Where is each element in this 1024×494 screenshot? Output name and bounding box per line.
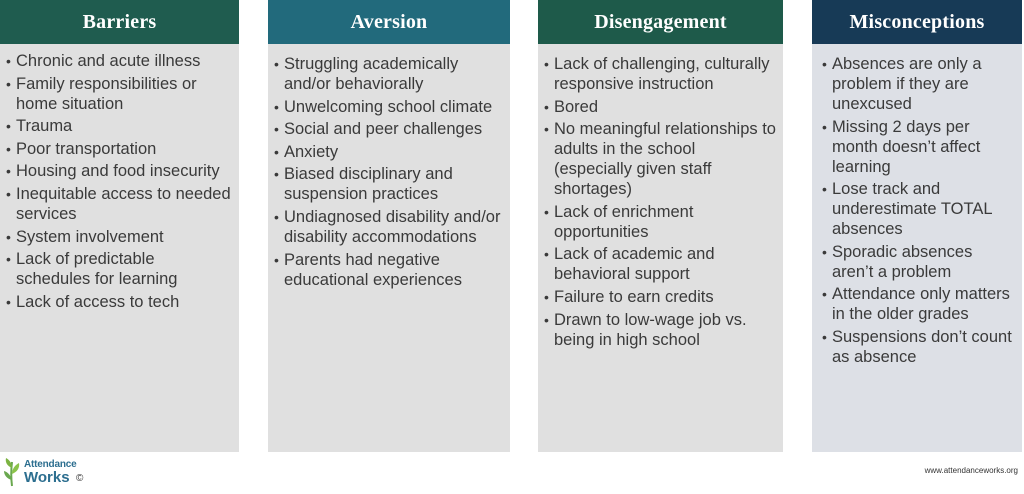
bullet: • [544, 56, 549, 72]
item-text: Lack of enrichment opportunities [554, 202, 694, 241]
footer-url: www.attendanceworks.org [924, 466, 1018, 475]
item-list [0, 44, 239, 312]
item-text: Failure to earn credits [554, 287, 714, 306]
attendance-works-logo [2, 452, 98, 492]
item-text: Missing 2 days per month doesn’t affect learning [832, 117, 981, 176]
item-text: Lack of challenging, culturally responsive instruction [554, 55, 770, 93]
item-text: Lack of access to tech [16, 292, 180, 311]
bullet: • [6, 53, 11, 69]
list-item [274, 54, 504, 94]
list-item [274, 119, 504, 139]
bullet: • [274, 143, 279, 160]
list-item [6, 51, 233, 71]
list-item [822, 179, 1016, 239]
item-text: No meaningful relationships to adults in the school (especially given staff shortages) [554, 120, 776, 199]
bullet: • [6, 228, 11, 245]
bullet: • [822, 328, 827, 345]
list-item [6, 227, 233, 247]
column-title: Aversion [268, 0, 510, 44]
item-text: Bored [554, 97, 599, 116]
bullet: • [274, 251, 279, 268]
list-item [6, 184, 233, 224]
list-item [822, 284, 1016, 324]
bullet: • [274, 208, 279, 225]
bullet: • [6, 185, 11, 202]
aversion-column [268, 0, 510, 452]
bullet: • [6, 75, 11, 92]
list-item [274, 207, 504, 247]
list-item [822, 242, 1016, 282]
item-text: Drawn to low-wage job vs. being in high school [554, 310, 747, 349]
bullet: • [6, 163, 11, 180]
list-item [822, 54, 1016, 114]
bullet: • [6, 293, 11, 310]
bullet: • [6, 140, 11, 157]
list-item [544, 287, 777, 307]
bullet: • [274, 121, 279, 138]
list-item [544, 119, 777, 199]
bullet: • [274, 98, 279, 115]
item-text: Housing and food insecurity [16, 162, 220, 181]
item-text: Absences are only a problem if they are unexcused [832, 55, 982, 113]
leaf-icon [2, 456, 24, 488]
item-text: Struggling academically and/or behaviorally [284, 55, 459, 93]
item-text: Suspensions don’t count as absence [832, 327, 1012, 366]
list-item [822, 117, 1016, 177]
item-text: Anxiety [284, 142, 339, 161]
list-item [544, 310, 777, 350]
item-text: Social and peer challenges [284, 120, 483, 139]
item-text: Biased disciplinary and suspension practices [284, 165, 453, 204]
column-title: Barriers [0, 0, 239, 44]
list-item [544, 54, 777, 94]
list-item [274, 97, 504, 117]
item-text: Chronic and acute illness [16, 52, 201, 70]
item-text: Undiagnosed disability and/or disability accommodations [284, 207, 501, 246]
column-title: Misconceptions [812, 0, 1022, 44]
list-item [544, 202, 777, 242]
bullet: • [822, 286, 827, 303]
list-item [6, 249, 233, 289]
logo-line2: Works [24, 469, 70, 486]
list-item [544, 244, 777, 284]
column-title: Disengagement [538, 0, 783, 44]
item-text: Parents had negative educational experiences [284, 250, 462, 289]
list-item [6, 74, 233, 114]
item-list [268, 44, 510, 290]
bullet: • [822, 118, 827, 135]
item-text: Lack of predictable schedules for learning [16, 250, 178, 289]
bullet: • [544, 203, 549, 220]
bullet: • [6, 251, 11, 268]
list-item [6, 139, 233, 159]
bullet: • [274, 166, 279, 183]
item-text: Attendance only matters in the older grades [832, 285, 1010, 324]
item-text: Lack of academic and behavioral support [554, 245, 715, 284]
item-text: Poor transportation [16, 139, 157, 158]
logo-line1: Attendance [24, 459, 77, 470]
list-item [822, 327, 1016, 367]
disengagement-column [538, 0, 783, 452]
bullet: • [822, 56, 827, 72]
list-item [544, 97, 777, 117]
bullet: • [274, 56, 279, 72]
bullet: • [822, 181, 827, 198]
item-text: System involvement [16, 227, 164, 246]
item-text: Inequitable access to needed services [16, 184, 231, 223]
item-text: Trauma [16, 117, 73, 136]
barriers-column [0, 0, 239, 452]
item-text: Unwelcoming school climate [284, 97, 493, 116]
list-item [274, 250, 504, 290]
bullet: • [822, 243, 827, 260]
misconceptions-column [812, 0, 1022, 452]
item-list [812, 44, 1022, 367]
bullet: • [544, 98, 549, 115]
list-item [274, 164, 504, 204]
item-list [538, 44, 783, 350]
list-item [274, 142, 504, 162]
bullet: • [6, 118, 11, 135]
bullet: • [544, 246, 549, 263]
item-text: Lose track and underestimate TOTAL absences [832, 180, 992, 239]
list-item [6, 116, 233, 136]
item-text: Sporadic absences aren’t a problem [832, 242, 973, 281]
item-text: Family responsibilities or home situation [16, 74, 197, 113]
list-item [6, 292, 233, 312]
bullet: • [544, 288, 549, 305]
copyright-symbol: © [76, 473, 84, 484]
list-item [6, 161, 233, 181]
bullet: • [544, 311, 549, 328]
bullet: • [544, 121, 549, 138]
